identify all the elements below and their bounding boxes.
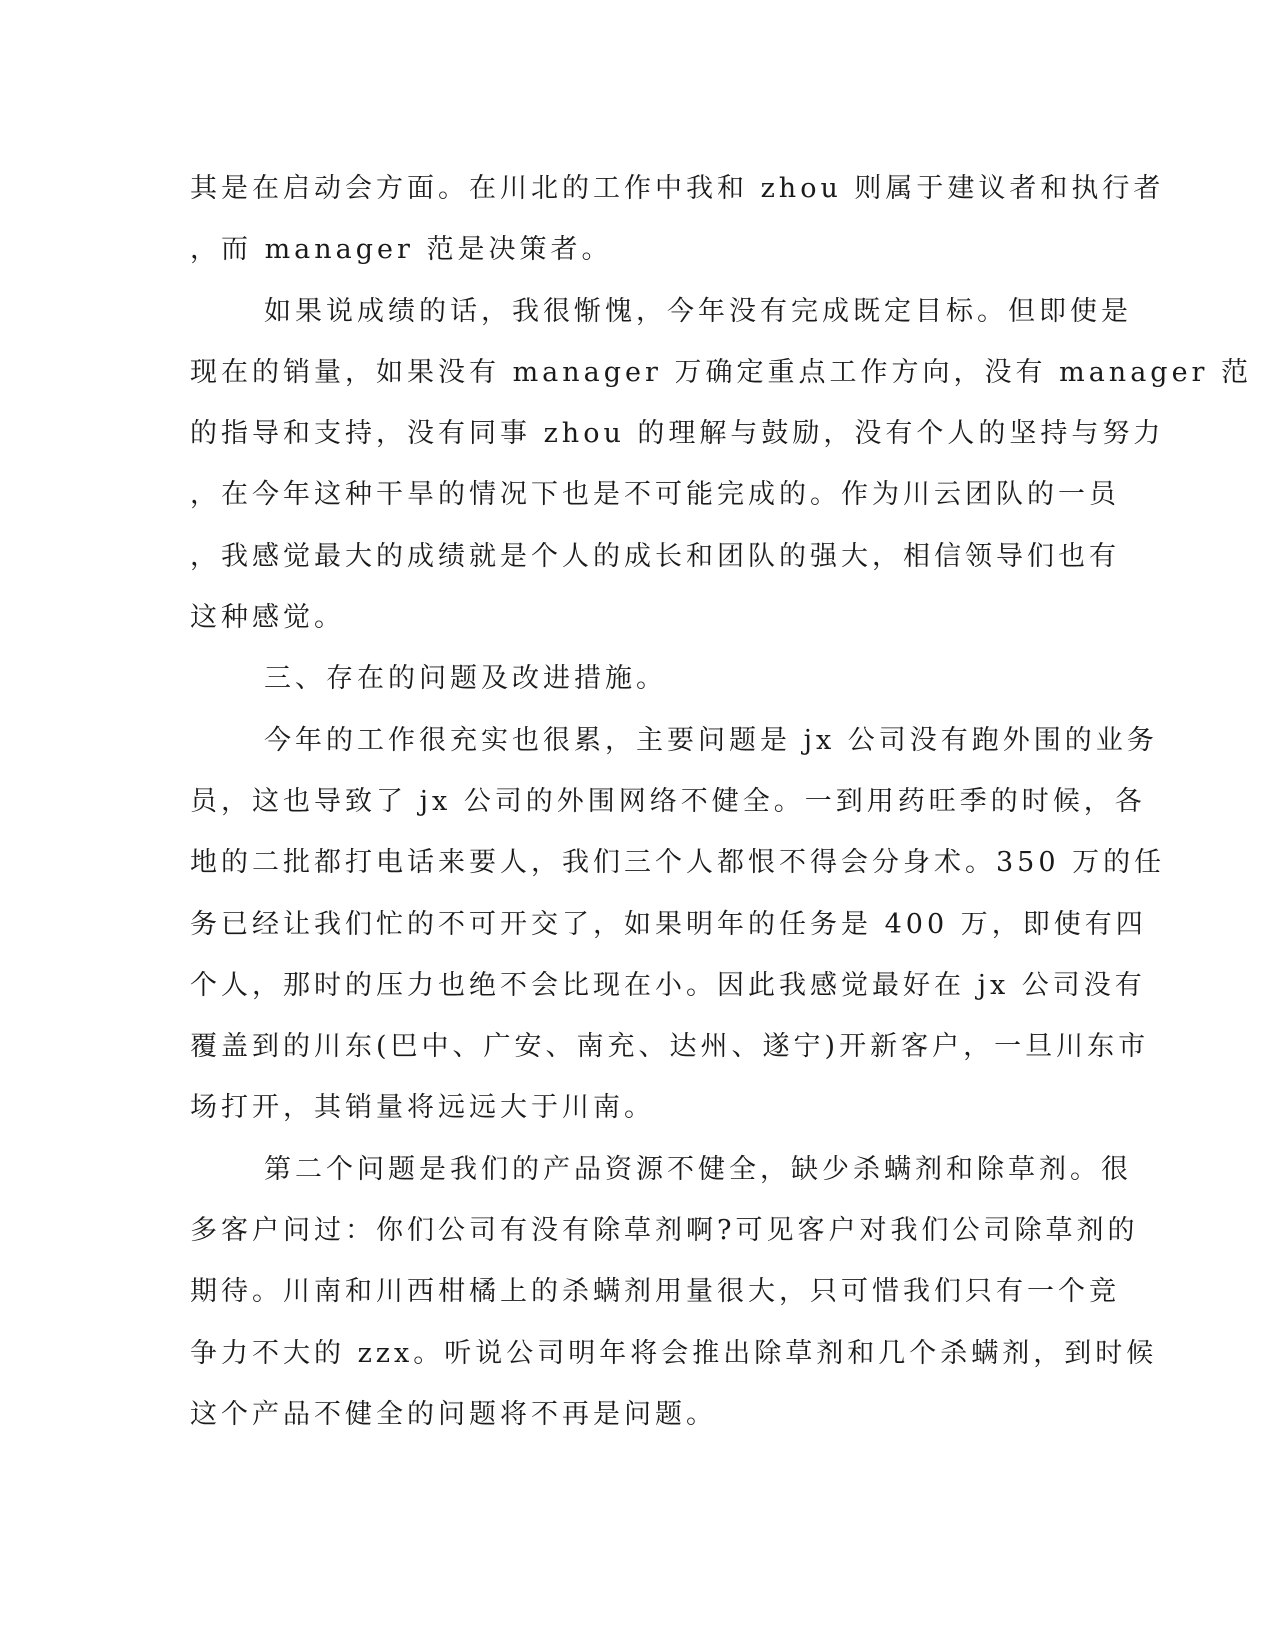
text-line: 地的二批都打电话来要人，我们三个人都恨不得会分身术。350 万的任 <box>190 847 1166 879</box>
text-line: ，在今年这种干旱的情况下也是不可能完成的。作为川云团队的一员 <box>190 479 1120 511</box>
document-body <box>190 158 1253 1445</box>
text-line: 务已经让我们忙的不可开交了，如果明年的任务是 400 万，即使有四 <box>190 908 1147 940</box>
text-line: 其是在启动会方面。在川北的工作中我和 zhou 则属于建议者和执行者 <box>190 173 1165 204</box>
text-line: ，我感觉最大的成绩就是个人的成长和团队的强大，相信领导们也有 <box>190 540 1120 572</box>
text-line: 覆盖到的川东(巴中、广安、南充、达州、遂宁)开新客户，一旦川东市 <box>190 1031 1150 1063</box>
text-line: 多客户问过：你们公司有没有除草剂啊?可见客户对我们公司除草剂的 <box>190 1215 1139 1247</box>
text-line: ，而 manager 范是决策者。 <box>190 234 613 266</box>
text-line: 员，这也导致了 jx 公司的外围网络不健全。一到用药旺季的时候，各 <box>190 785 1146 817</box>
text-line: 争力不大的 zzx。听说公司明年将会推出除草剂和几个杀螨剂，到时候 <box>190 1337 1158 1369</box>
text-line: 个人，那时的压力也绝不会比现在小。因此我感觉最好在 jx 公司没有 <box>190 969 1146 1001</box>
text-line: 这种感觉。 <box>190 602 345 634</box>
text-line: 这个产品不健全的问题将不再是问题。 <box>190 1398 717 1430</box>
paragraph-start-line: 今年的工作很充实也很累，主要问题是 jx 公司没有跑外围的业务 <box>264 724 1158 756</box>
text-line: 现在的销量，如果没有 manager 万确定重点工作方向，没有 manager 范 <box>190 356 1253 388</box>
paragraph-start-line: 如果说成绩的话，我很惭愧，今年没有完成既定目标。但即使是 <box>264 295 1132 327</box>
text-line: 的指导和支持，没有同事 zhou 的理解与鼓励，没有个人的坚持与努力 <box>190 418 1165 450</box>
section-heading: 三、存在的问题及改进措施。 <box>264 663 667 695</box>
text-line: 场打开，其销量将远远大于川南。 <box>190 1092 655 1124</box>
text-line: 期待。川南和川西柑橘上的杀螨剂用量很大，只可惜我们只有一个竞 <box>190 1276 1120 1308</box>
paragraph-start-line: 第二个问题是我们的产品资源不健全，缺少杀螨剂和除草剂。很 <box>264 1153 1132 1185</box>
